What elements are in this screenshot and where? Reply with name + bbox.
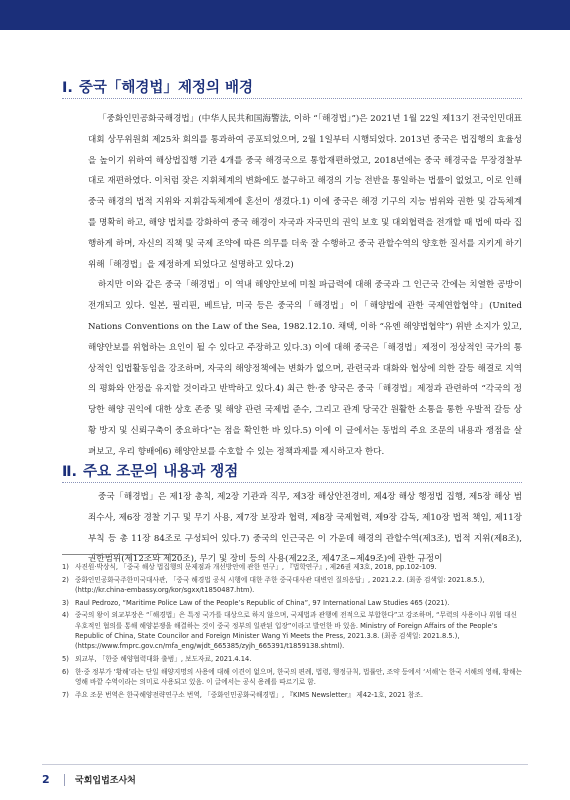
section-2-body	[88, 487, 522, 570]
section-1-rule	[62, 98, 522, 99]
page-number: 2	[42, 773, 50, 786]
section-2-paragraph-1: 중국「해경법」은 제1장 총칙, 제2장 기관과 직무, 제3장 해상안전경비, 제4장 해상 행정법 집행, 제5장 해상 범죄수사, 제6장 경찰 기구 및 무기 사용, 제7장 보장과 협력, 제8장 국제협력, 제9장 감독, 제10장 법적 책임, 제11장 부칙 등 총 11장 84조로 구성되어 있다.7) 중국의 인근국은 이 가운데 해경의 관할수역(제3조), 법적 지위(제8조), 권한범위(제12조와 제20조), 무기 및 장비 등의 사용(제22조, 제47조~제49조)에 관한 규정이	[88, 492, 522, 565]
section-1-body	[88, 109, 522, 463]
footnote: 2) 중화인민공화국주한미국대사관, 「중국 해경법 공식 시행에 대한 주한 중국대사관 대변인 질의응답」, 2021.2.2. (최종 검색일: 2021.8.5.), (http://kr.china-embassy.org/kor/sgxx/t1850487.htm).	[62, 575, 485, 594]
footnote: 1) 사진원·박상식, 「중국 해상 법집행의 문제점과 개선방안에 관한 연구」, 『법학연구』, 제26권 제3호, 2018, pp.102-109.	[62, 563, 437, 571]
footnote: 5) 외교부, 「한중 해양협력대화 출범」, 보도자료, 2021.4.14.	[62, 655, 252, 663]
footnote: 7) 주요 조문 번역은 한국해양전략연구소 번역, 「중화인민공화국해경법」, 『KIMS Newsletter』 제42-1호, 2021 참조.	[62, 690, 423, 699]
section-2-title: 주요 조문의 내용과 쟁점	[83, 464, 239, 480]
section-2-heading	[62, 460, 238, 481]
top-color-bar	[0, 0, 570, 30]
section-2-number: Ⅱ.	[62, 464, 78, 480]
section-1-paragraph-2: 하지만 이와 같은 중국「해경법」이 역내 해양안보에 미칠 파급력에 대해 중국과 그 인근국 간에는 치열한 공방이 전개되고 있다. 일본, 필리핀, 베트남, 미국 등은 중국의「해경법」이「해양법에 관한 국제연합협약」(United Nations Conventions on the Law of the Sea, 1982.12.10. 채택, 이하 “유엔 해양법협약”) 위반 소지가 있고, 해양안보를 위협하는 요인이 될 수 있다고 주장하고 있다.3) 이에 대해 중국은「해경법」제정이 정상적인 국가의 통상적인 입법활동임을 강조하며, 자국의 해양정책에는 변화가 없으며, 관련국과 대화와 협상에 의한 갈등 해결로 지역의 평화와 안정을 유지할 것이라고 반박하고 있다.4) 최근 한·중 양국은 중국「해경법」제정과 관련하여 “각국의 정당한 해양 권익에 대한 상호 존중 및 해양 관련 국제법 준수, 그리고 관계 당국간 원활한 소통을 통한 우발적 갈등 상황 방지 및 신뢰구축이 중요하다”는 점을 확인한 바 있다.5) 이에 이 글에서는 동법의 주요 조문의 내용과 쟁점을 살펴보고, 우리 향배에6) 해양안보를 수호할 수 있는 정책과제를 제시하고자 한다.	[88, 280, 522, 457]
section-1-heading	[62, 76, 253, 97]
page-footer	[42, 773, 136, 786]
footer-divider	[64, 774, 65, 786]
section-1-paragraph-1: 「중화인민공화국해경법」(中华人民共和国海警法, 이하 “「해경법」”)은 2021년 1월 22일 제13기 전국인민대표대회 상무위원회 제25차 회의를 통과하여 공포되었으며, 2월 1일부터 시행되었다. 2013년 중국은 법집행의 효율성을 높이기 위하여 해상법집행 기관 4개를 중국 해경국으로 통합재편하였고, 2018년에는 중국 해경국을 무장경찰부대로 재편하였다. 이처럼 잦은 지휘체계의 변화에도 불구하고 해경의 기능 전반을 통일하는 법률이 없었고, 이로 인해 중국 해경의 법적 지위와 지휘감독체계에 혼선이 생겼다.1) 이에 중국은 해경 기구의 지능 범위와 권한 및 감독체계를 명확히 하고, 해양 법치를 강화하여 중국 해경이 자국과 자국민의 권익 보호 및 대외협력을 전개할 때 법에 따라 집행하게 하며, 자신의 직책 및 국제 조약에 따른 의무를 더욱 잘 수행하고 중국 관할수역의 양호한 질서를 지키게 하기 위해「해경법」을 제정하게 되었다고 설명하고 있다.2)	[88, 114, 522, 270]
footnote: 6) 한·중 정부가 ‘황해’라는 단일 해양지명의 사용에 대해 이견이 없으며, 한국의 편례, 법령, 행정규칙, 법률안, 조약 등에서 ‘서해’는 한국 서해의 영해, 황해는 영해 바깥 수역이라는 의미로 사용되고 있음. 이 글에서는 공식 용례를 따르기로 함.	[62, 667, 523, 686]
section-1-title: 중국「해경법」제정의 배경	[78, 80, 254, 96]
publisher-name: 국회입법조사처	[75, 776, 136, 786]
footnote-separator	[62, 554, 182, 555]
footnote: 4) 중국의 왕이 외교부장은 “「해경법」은 특정 국가를 대상으로 하지 않으며, 국제법과 관행에 전적으로 부합한다”고 강조하며, “무력의 사용이나 위협 대신 우호적인 협의를 통해 해양분쟁을 해결하는 것이 중국 정부의 일관된 입장”이라고 발언한 바 있음. Ministry of Foreign Affairs of the People’s Republic of China, State Councilor and Foreign Minister Wang Yi Meets the Press, 2021.3.8. (최종 검색일: 2021.8.5.), (https://www.fmprc.gov.cn/mfa_eng/wjdt_665385/zyjh_665391/t1859138.shtml).	[62, 611, 517, 651]
footer-rule	[42, 764, 528, 765]
footnote: 3) Raul Pedrozo, “Maritime Police Law of the People’s Republic of China”, 97 International Law Studies 465 (2021).	[62, 598, 450, 607]
section-2-rule	[62, 482, 522, 483]
footnotes	[62, 562, 524, 702]
section-1-number: Ⅰ.	[62, 80, 73, 96]
